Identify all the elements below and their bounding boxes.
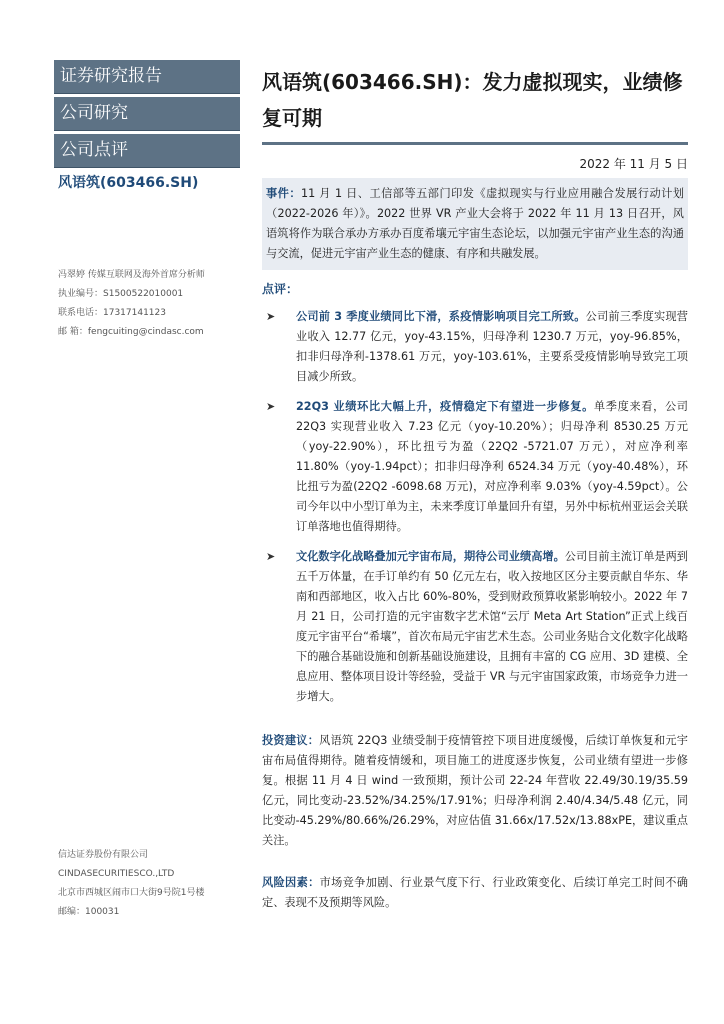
analyst-email-line: 邮 箱：fengcuiting@cindasc.com: [58, 327, 204, 337]
event-summary: [262, 178, 688, 270]
bullet-item: [262, 307, 688, 387]
bullet-heading: 公司前 3 季度业绩同比下滑，系疫情影响项目完工所致。: [296, 310, 586, 323]
analyst-phone-line: 联系电话：17317141123: [58, 308, 166, 318]
event-text: 11 月 1 日、工信部等五部门印发《虚拟现实与行业应用融合发展行动计划（2022-2026 年）》。2022 世界 VR 产业大会将于 2022 年 11 月 13 日召开，风语筑将作为联合承办方承办百度希壤元宇宙生态论坛，以加强元宇宙产业生态的沟通与交流，促进元宇宙产业生态的健康、有序和共融发展。: [266, 187, 684, 260]
bullet-body: 公司目前主流订单是两到五千万体量，在手订单约有 50 亿元左右，收入按地区区分主要贡献自华东、华南和西部地区，收入占比 60%-80%，受到财政预算收紧影响较小。2022 年 7 月 21 日，公司打造的元宇宙数字艺术馆“云厅 Meta Art Station”正式上线百度元宇宙平台“希壤”，首次布局元宇宙艺术生态。公司业务贴合文化数字化战略下的融合基础设施和创新基础设施建设，且拥有丰富的 CG 应用、3D 建模、全息应用、整体项目设计等经验，受益于 VR 与元宇宙国家政策，市场竞争力进一步增大。: [296, 550, 688, 703]
company-name-cn: 信达证券股份有限公司: [58, 850, 149, 860]
bullet-item: [262, 547, 688, 707]
investment-advice: [262, 731, 688, 851]
investment-text: 风语筑 22Q3 业绩受制于疫情管控下项目进度缓慢，后续订单恢复和元宇宙布局值得期待。随着疫情缓和，项目施工的进度逐步恢复，公司业绩有望进一步修复。根据 11 月 4 日 wind 一致预期，预计公司 22-24 年营收 22.49/30.19/35.59 亿元，同比变动-23.52%/34.25%/17.91%；归母净利润 2.40/4.34/5.48 亿元，同比变动-45.29%/80.66%/26.29%，对应估值 31.66x/17.52x/13.88xPE，建议重点关注。: [262, 734, 688, 847]
sidebar: [54, 60, 240, 930]
company-address: 北京市西城区闹市口大街9号院1号楼: [58, 888, 205, 898]
report-date: 2022 年 11 月 5 日: [579, 157, 688, 171]
event-label: 事件：: [266, 187, 301, 200]
bullet-heading: 22Q3 业绩环比大幅上升，疫情稳定下有望进一步修复。: [296, 400, 594, 413]
tab-company-research: 公司研究: [54, 97, 240, 131]
tab-company-comment: 公司点评: [54, 134, 240, 168]
arrow-bullet-icon: ➤: [266, 550, 276, 563]
report-title: 风语筑(603466.SH)：发力虚拟现实，业绩修复可期: [262, 70, 683, 130]
risk-text: 市场竞争加剧、行业景气度下行、行业政策变化、后续订单完工时间不确定、表现不及预期等风险。: [262, 876, 688, 909]
bullet-body: 单季度来看，公司 22Q3 实现营业收入 7.23 亿元（yoy-10.20%）；归母净利 8530.25 万元（yoy-22.90%），环比扭亏为盈（22Q2 -5721.07 万元），对应净利率 11.80%（yoy-1.94pct）；扣非归母净利 6524.34 万元（yoy-40.48%），环比扭亏为盈(22Q2 -6098.68 万元)，对应净利率 9.03%（yoy-4.59pct）。公司今年以中小型订单为主，未来季度订单量回升有望，另外中标杭州亚运会关联订单落地也值得期待。: [296, 400, 688, 533]
stock-name: 风语筑(603466.SH): [58, 175, 199, 191]
company-postcode: 邮编：100031: [58, 907, 120, 917]
bullet-body: 公司前三季度实现营业收入 12.77 亿元，yoy-43.15%，归母净利 1230.7 万元，yoy-96.85%，扣非归母净利-1378.61 万元，yoy-103.61%，主要系受疫情影响导致完工项目减少所致。: [296, 310, 688, 383]
company-name-en: CINDASECURITIESCO.,LTD: [58, 869, 175, 879]
title-divider: [262, 142, 688, 145]
investment-label: 投资建议：: [262, 734, 320, 747]
risk-factors: [262, 873, 688, 913]
comment-heading: 点评：: [262, 282, 299, 296]
arrow-bullet-icon: ➤: [266, 310, 276, 323]
bullet-item: [262, 397, 688, 537]
risk-label: 风险因素：: [262, 876, 320, 889]
company-info: [58, 846, 204, 922]
main-content: [262, 60, 688, 913]
tab-report-type: 证券研究报告: [54, 60, 240, 94]
arrow-bullet-icon: ➤: [266, 400, 276, 413]
bullet-heading: 文化数字化战略叠加元宇宙布局，期待公司业绩高增。: [296, 550, 565, 563]
analyst-license-line: 执业编号：S1500522010001: [58, 289, 184, 299]
analyst-info: [58, 266, 205, 342]
analyst-name-line: 冯翠婷 传媒互联网及海外首席分析师: [58, 270, 205, 280]
